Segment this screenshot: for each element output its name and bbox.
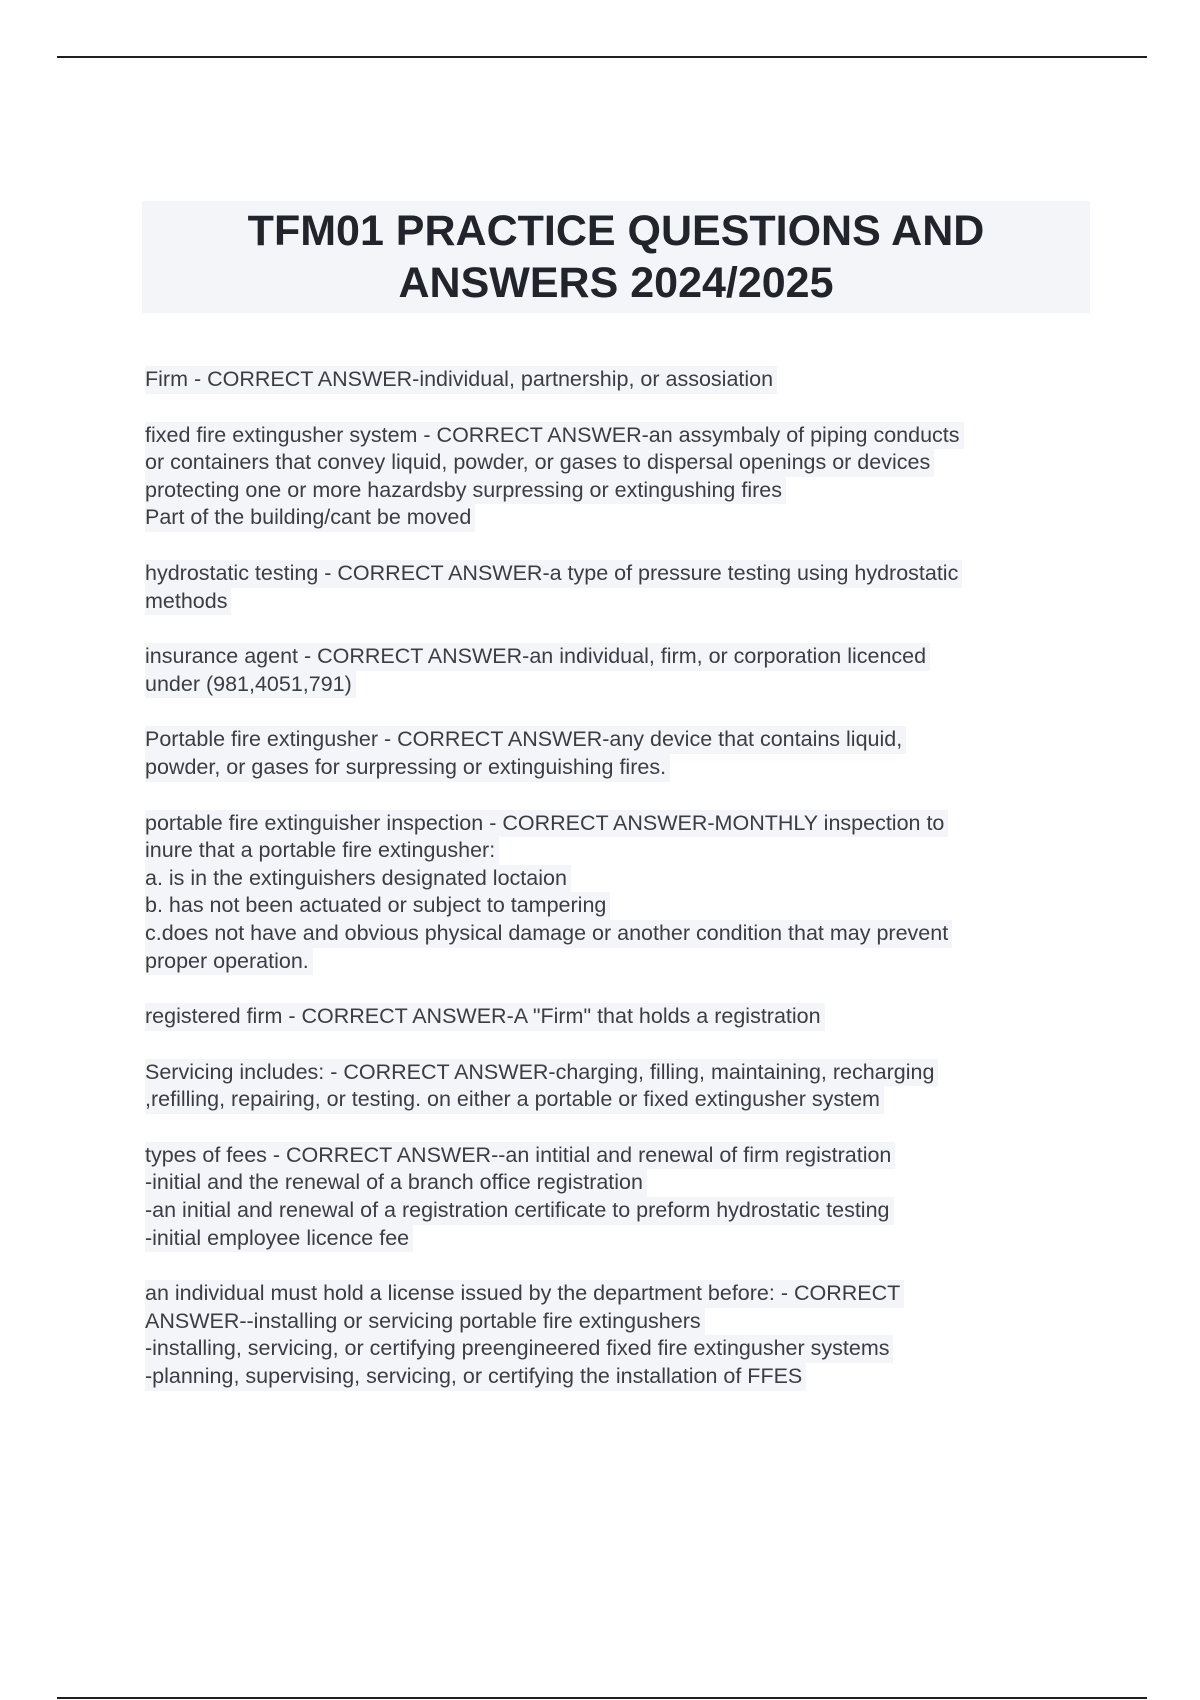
qa-line: c.does not have and obvious physical damage or another condition that may prevent bbox=[145, 920, 952, 948]
qa-line: under (981,4051,791) bbox=[145, 671, 356, 699]
qa-line: an individual must hold a license issued by the department before: - CORRECT bbox=[145, 1280, 904, 1308]
qa-entry-portable-fire-extinguisher bbox=[145, 726, 1075, 781]
qa-line: a. is in the extinguishers designated loctaion bbox=[145, 865, 571, 893]
qa-list bbox=[145, 366, 1075, 1419]
qa-entry-firm bbox=[145, 366, 1075, 394]
qa-entry-registered-firm bbox=[145, 1003, 1075, 1031]
qa-line: or containers that convey liquid, powder, or gases to dispersal openings or devices bbox=[145, 449, 934, 477]
bottom-rule bbox=[57, 1697, 1147, 1699]
qa-line: -planning, supervising, servicing, or certifying the installation of FFES bbox=[145, 1363, 806, 1391]
qa-line: ANSWER--installing or servicing portable fire extingushers bbox=[145, 1308, 705, 1336]
qa-line: types of fees - CORRECT ANSWER--an intitial and renewal of firm registration bbox=[145, 1142, 895, 1170]
title-line-1: TFM01 PRACTICE QUESTIONS AND bbox=[247, 207, 985, 255]
qa-line: methods bbox=[145, 588, 231, 616]
qa-line: Portable fire extingusher - CORRECT ANSWER-any device that contains liquid, bbox=[145, 726, 906, 754]
qa-line: powder, or gases for surpressing or extinguishing fires. bbox=[145, 754, 670, 782]
qa-line: inure that a portable fire extingusher: bbox=[145, 837, 499, 865]
qa-line: b. has not been actuated or subject to tampering bbox=[145, 892, 610, 920]
qa-entry-hydrostatic-testing bbox=[145, 560, 1075, 615]
document-title bbox=[142, 201, 1090, 309]
qa-line: -an initial and renewal of a registration certificate to preform hydrostatic testing bbox=[145, 1197, 894, 1225]
qa-line: portable fire extinguisher inspection - CORRECT ANSWER-MONTHLY inspection to bbox=[145, 810, 948, 838]
qa-entry-fixed-fire-extinguisher-system bbox=[145, 422, 1075, 532]
qa-entry-insurance-agent bbox=[145, 643, 1075, 698]
qa-line: Part of the building/cant be moved bbox=[145, 504, 475, 532]
qa-entry-types-of-fees bbox=[145, 1142, 1075, 1252]
qa-line: -installing, servicing, or certifying preengineered fixed fire extingusher systems bbox=[145, 1335, 893, 1363]
qa-line: hydrostatic testing - CORRECT ANSWER-a type of pressure testing using hydrostatic bbox=[145, 560, 962, 588]
qa-line: insurance agent - CORRECT ANSWER-an individual, firm, or corporation licenced bbox=[145, 643, 930, 671]
qa-line: proper operation. bbox=[145, 948, 313, 976]
qa-line: ,refilling, repairing, or testing. on either a portable or fixed extingusher system bbox=[145, 1086, 884, 1114]
qa-entry-servicing-includes bbox=[145, 1059, 1075, 1114]
qa-line: -initial and the renewal of a branch office registration bbox=[145, 1169, 647, 1197]
qa-line: Firm - CORRECT ANSWER-individual, partnership, or assosiation bbox=[145, 366, 777, 394]
qa-line: -initial employee licence fee bbox=[145, 1225, 413, 1253]
title-banner bbox=[142, 201, 1090, 313]
qa-line: registered firm - CORRECT ANSWER-A "Firm" that holds a registration bbox=[145, 1003, 825, 1031]
top-rule bbox=[57, 56, 1147, 58]
qa-line: protecting one or more hazardsby surpressing or extingushing fires bbox=[145, 477, 786, 505]
qa-line: Servicing includes: - CORRECT ANSWER-charging, filling, maintaining, recharging bbox=[145, 1059, 938, 1087]
qa-entry-portable-fire-extinguisher-inspection bbox=[145, 810, 1075, 976]
qa-entry-license-requirement bbox=[145, 1280, 1075, 1390]
qa-line: fixed fire extingusher system - CORRECT ANSWER-an assymbaly of piping conducts bbox=[145, 422, 964, 450]
title-line-2: ANSWERS 2024/2025 bbox=[398, 259, 834, 307]
